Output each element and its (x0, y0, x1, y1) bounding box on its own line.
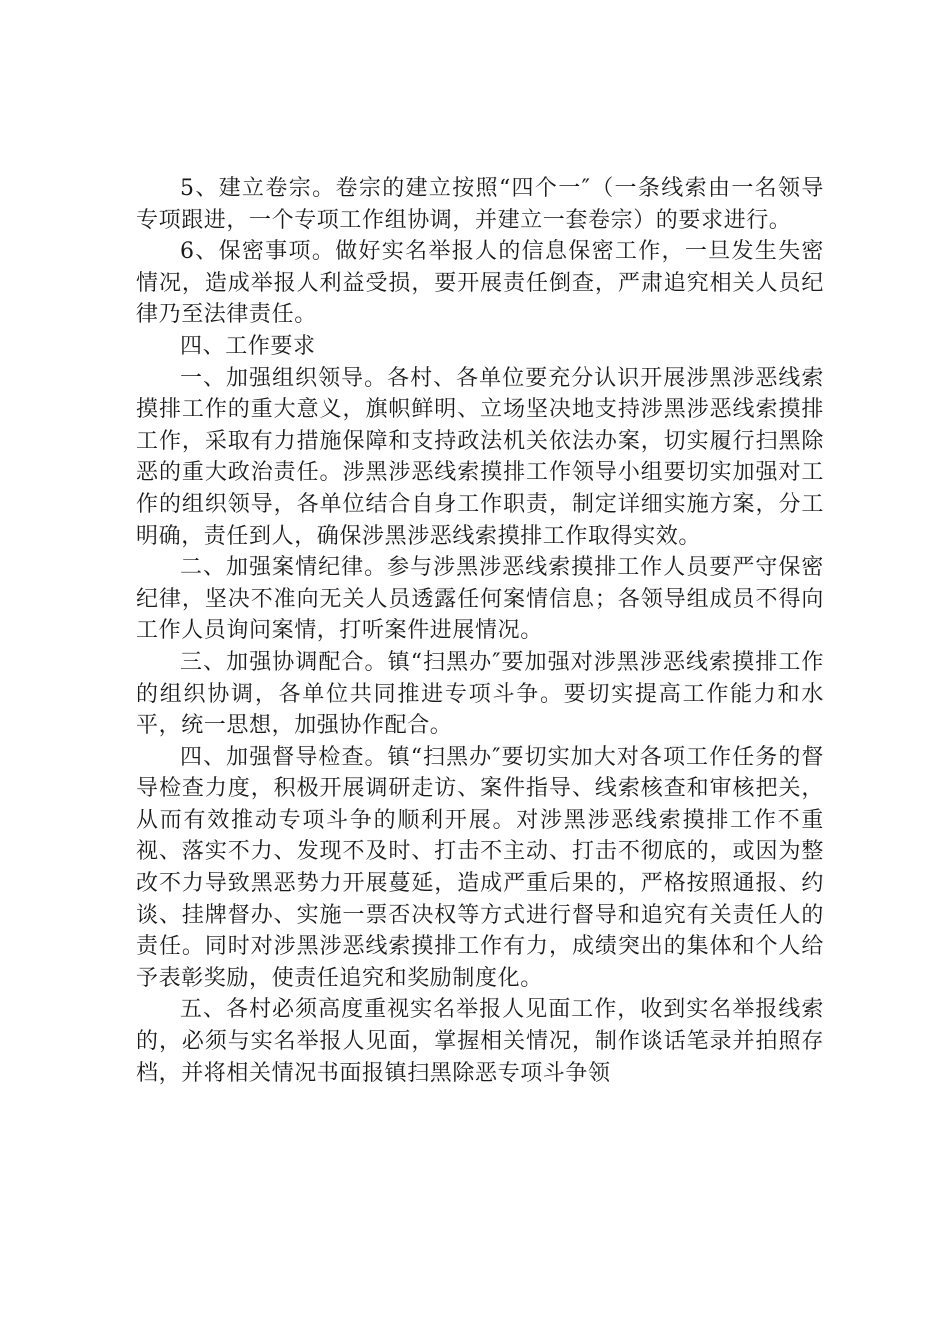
paragraph-whistleblower-meeting: 五、各村必须高度重视实名举报人见面工作，收到实名举报线索的，必须与实名举报人见面，掌握相关情况，制作谈话笔录并拍照存档，并将相关情况书面报镇扫黑除恶专项斗争领 (136, 997, 824, 1086)
paragraph-supervision: 四、加强督导检查。镇“扫黑办″要切实加大对各项工作任务的督导检查力度，积极开展调研走访、案件指导、线索核查和审核把关，从而有效推动专项斗争的顺利开展。对涉黑涉恶线索摸排工作不重视、落实不力、发现不及时、打击不主动、打击不彻底的，或因为整改不力导致黑恶势力开展蔓延，造成严重后果的，严格按照通报、约谈、挂牌督办、实施一票否决权等方式进行督导和追究有关责任人的责任。同时对涉黑涉恶线索摸排工作有力，成绩突出的集体和个人给予表彰奖励，使责任追究和奖励制度化。 (136, 744, 824, 991)
paragraph-organization-leadership: 一、加强组织领导。各村、各单位要充分认识开展涉黑涉恶线索摸排工作的重大意义，旗帜鲜明、立场坚决地支持涉黑涉恶线索摸排工作，采取有力措施保障和支持政法机关依法办案，切实履行扫黑除恶的重大政治责任。涉黑涉恶线索摸排工作领导小组要切实加强对工作的组织领导，各单位结合自身工作职责，制定详细实施方案，分工明确，责任到人，确保涉黑涉恶线索摸排工作取得实效。 (136, 365, 824, 549)
paragraph-establish-dossier: 5、建立卷宗。卷宗的建立按照“四个一″（一条线索由一名领导专项跟进，一个专项工作组协调，并建立一套卷宗）的要求进行。 (136, 176, 824, 233)
paragraph-case-discipline: 二、加强案情纪律。参与涉黑涉恶线索摸排工作人员要严守保密纪律，坚决不准向无关人员透露任何案情信息；各领导组成员不得向工作人员询问案情，打听案件进展情况。 (136, 555, 824, 644)
document-body (136, 173, 824, 1089)
paragraph-confidentiality: 6、保密事项。做好实名举报人的信息保密工作，一旦发生失密情况，造成举报人利益受损，要开展责任倒查，严肃追究相关人员纪律乃至法律责任。 (136, 239, 824, 328)
section-heading-work-requirements: 四、工作要求 (180, 333, 316, 359)
paragraph-coordination: 三、加强协调配合。镇“扫黑办″要加强对涉黑涉恶线索摸排工作的组织协调，各单位共同推进专项斗争。要切实提高工作能力和水平，统一思想，加强协作配合。 (136, 649, 824, 739)
